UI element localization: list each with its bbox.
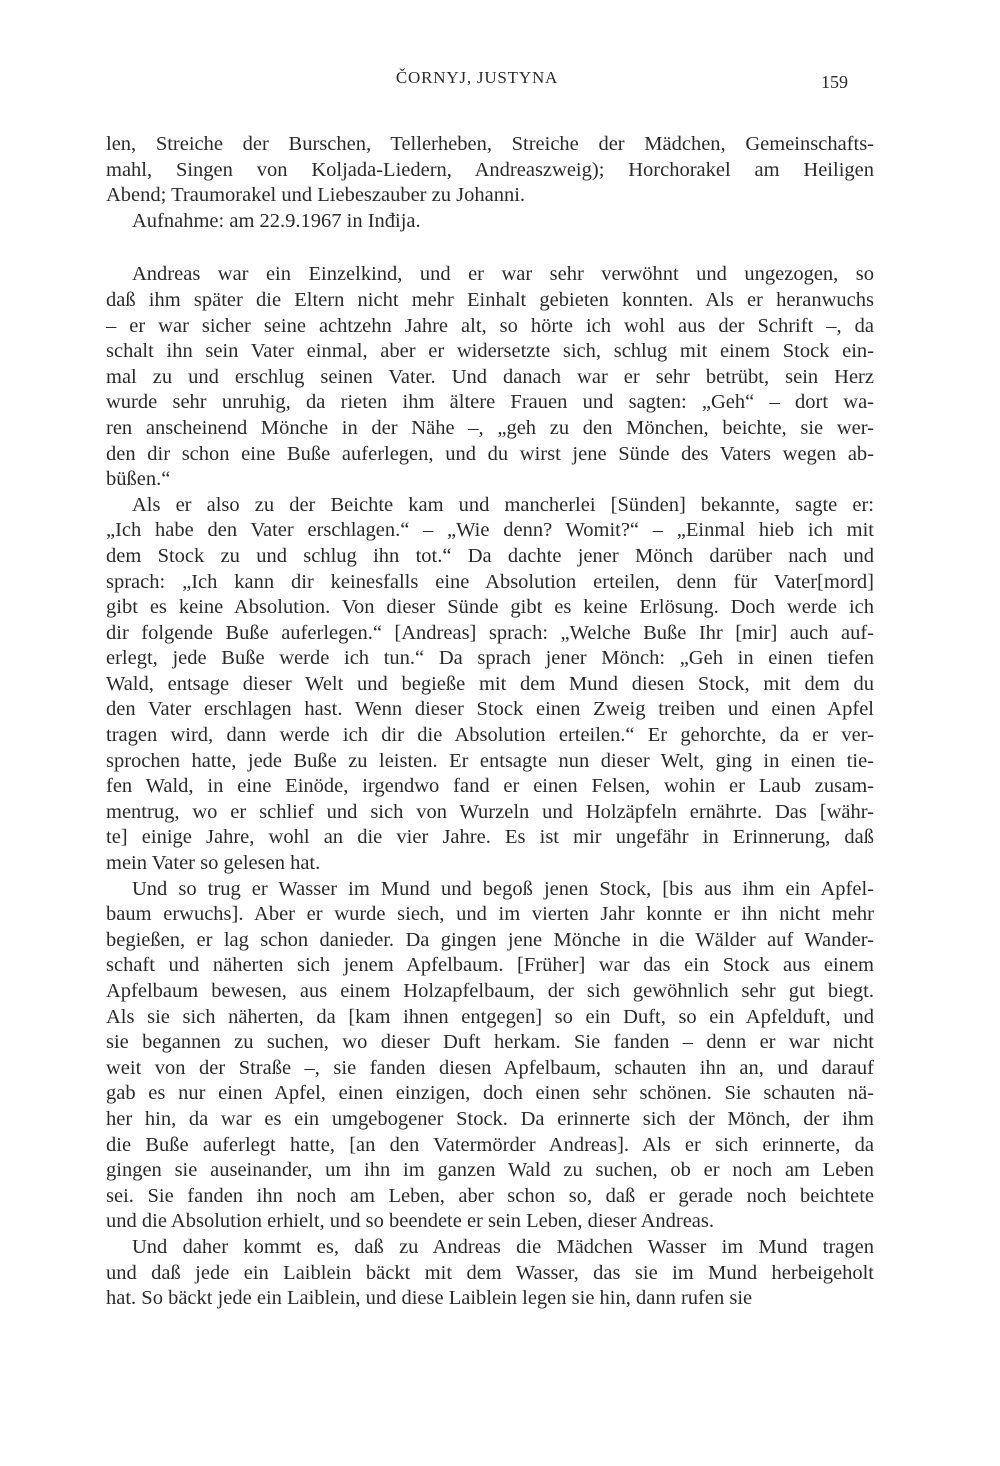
text-line: büßen.“ xyxy=(106,468,171,491)
text-line: sprochen hatte, jede Buße zu leisten. Er entsagte nun dieser Welt, ging in einen tie- xyxy=(106,749,874,772)
text-line: len, Streiche der Burschen, Tellerheben, Streiche der Mädchen, Gemeinschafts- xyxy=(106,133,874,155)
text-line: weit von der Straße –, sie fanden diesen Apfelbaum, schauten ihn an, und darauf xyxy=(106,1056,874,1079)
text-line: „Ich habe den Vater erschlagen.“ – „Wie denn? Womit?“ – „Einmal hieb ich mit xyxy=(106,519,874,542)
text-line: Und so trug er Wasser im Mund und begoß jenen Stock, [bis aus ihm ein Apfel- xyxy=(132,877,874,900)
text-line: mentrug, wo er schlief und sich von Wurzeln und Holzäpfeln ernährte. Das [währ- xyxy=(106,800,874,823)
paragraph-gap xyxy=(106,234,874,262)
text-line: begießen, er lag schon danieder. Da gingen jene Mönche in die Wälder auf Wander- xyxy=(106,928,874,951)
text-line: Andreas war ein Einzelkind, und er war sehr verwöhnt und ungezogen, so xyxy=(132,263,874,286)
text-line: Apfelbaum bewesen, aus einem Holzapfelbaum, der sich gewöhnlich sehr gut biegt. xyxy=(106,980,874,1002)
text-line: und daß jede ein Laiblein bäckt mit dem Wasser, das sie im Mund herbeigeholt xyxy=(106,1261,874,1284)
text-line: den Vater erschlagen hast. Wenn dieser Stock einen Zweig treiben und einen Apfel xyxy=(106,698,874,721)
text-line: Aufnahme: am 22.9.1967 in Inđija. xyxy=(132,209,421,232)
running-title: ČORNYJ, JUSTYNA xyxy=(395,68,559,87)
text-line: wurde sehr unruhig, da rieten ihm ältere Frauen und sagten: „Geh“ – dort wa- xyxy=(106,391,874,414)
text-line: mahl, Singen von Koljada-Liedern, Andreaszweig); Horchorakel am Heiligen xyxy=(106,158,874,181)
text-line: gab es nur einen Apfel, einen einzigen, doch einen sehr schönen. Sie schauten nä- xyxy=(106,1082,874,1105)
text-line: dem Stock zu und schlug ihn tot.“ Da dachte jener Mönch darüber nach und xyxy=(106,544,874,567)
text-line: – er war sicher seine achtzehn Jahre alt, so hörte ich wohl aus der Schrift –, da xyxy=(106,314,874,337)
text-line: daß ihm später die Eltern nicht mehr Einhalt gebieten konnten. Als er heranwuchs xyxy=(106,288,874,311)
text-line: gibt es keine Absolution. Von dieser Sünde gibt es keine Erlösung. Doch werde ich xyxy=(106,596,874,619)
text-line: sie begannen zu suchen, wo dieser Duft herkam. Sie fanden – denn er war nicht xyxy=(106,1031,874,1054)
paragraph xyxy=(106,132,874,209)
paragraph xyxy=(106,1235,874,1312)
text-line: sei. Sie fanden ihn noch am Leben, aber schon so, daß er gerade noch beichtete xyxy=(106,1184,874,1207)
text-line: die Buße auferlegt hatte, [an den Vatermörder Andreas]. Als er sich erinnerte, da xyxy=(106,1133,874,1156)
text-line: te] einige Jahre, wohl an die vier Jahre. Es ist mir ungefähr in Erinnerung, daß xyxy=(106,826,874,849)
paragraph xyxy=(106,262,874,492)
text-line: baum erwuchs]. Aber er wurde siech, und im vierten Jahr konnte er ihn nicht mehr xyxy=(106,903,874,926)
paragraph xyxy=(106,877,874,1235)
text-line: Und daher kommt es, daß zu Andreas die Mädchen Wasser im Mund tragen xyxy=(132,1235,874,1258)
page-number: 159 xyxy=(821,72,848,92)
text-line: dir folgende Buße auferlegen.“ [Andreas] sprach: „Welche Buße Ihr [mir] auch auf- xyxy=(106,621,874,644)
text-line: schaft und näherten sich jenem Apfelbaum. [Früher] war das ein Stock aus einem xyxy=(106,954,874,977)
text-line: mein Vater so gelesen hat. xyxy=(106,852,321,875)
text-line: mal zu und erschlug seinen Vater. Und danach war er sehr betrübt, sein Herz xyxy=(106,365,874,388)
text-line: ren anscheinend Mönche in der Nähe –, „geh zu den Mönchen, beichte, sie wer- xyxy=(106,416,874,439)
text-line: sprach: „Ich kann dir keinesfalls eine Absolution erteilen, denn für Vater[mord] xyxy=(106,570,874,593)
text-line: fen Wald, in eine Einöde, irgendwo fand er einen Felsen, wohin er Laub zusam- xyxy=(106,775,874,798)
text-line: Als sie sich näherten, da [kam ihnen entgegen] so ein Duft, so ein Apfelduft, und xyxy=(106,1005,874,1028)
text-line: schalt ihn sein Vater einmal, aber er widersetzte sich, schlug mit einem Stock ein- xyxy=(106,340,874,363)
text-line: Wald, entsage dieser Welt und begieße mit dem Mund diesen Stock, mit dem du xyxy=(106,672,874,695)
text-line: hat. So bäckt jede ein Laiblein, und diese Laiblein legen sie hin, dann rufen sie xyxy=(106,1287,753,1310)
text-line: und die Absolution erhielt, und so beendete er sein Leben, dieser Andreas. xyxy=(106,1210,715,1233)
text-line: den dir schon eine Buße auferlegen, und du wirst jene Sünde des Vaters wegen ab- xyxy=(106,442,874,465)
text-line: erlegt, jede Buße werde ich tun.“ Da sprach jener Mönch: „Geh in einen tiefen xyxy=(106,647,874,670)
running-head xyxy=(106,68,848,94)
text-line: Als er also zu der Beichte kam und mancherlei [Sünden] bekannte, sagte er: xyxy=(132,493,874,516)
body-text xyxy=(106,132,874,1312)
text-line: gingen sie auseinander, um ihn im ganzen Wald zu suchen, ob er noch am Leben xyxy=(106,1159,874,1182)
paragraph xyxy=(106,209,874,235)
paragraph xyxy=(106,493,874,877)
text-line: tragen wird, dann werde ich dir die Absolution erteilen.“ Er gehorchte, da er ver- xyxy=(106,724,874,747)
text-line: her hin, da war es ein umgebogener Stock. Da erinnerte sich der Mönch, der ihm xyxy=(106,1107,874,1130)
text-line: Abend; Traumorakel und Liebeszauber zu Johanni. xyxy=(106,184,526,207)
